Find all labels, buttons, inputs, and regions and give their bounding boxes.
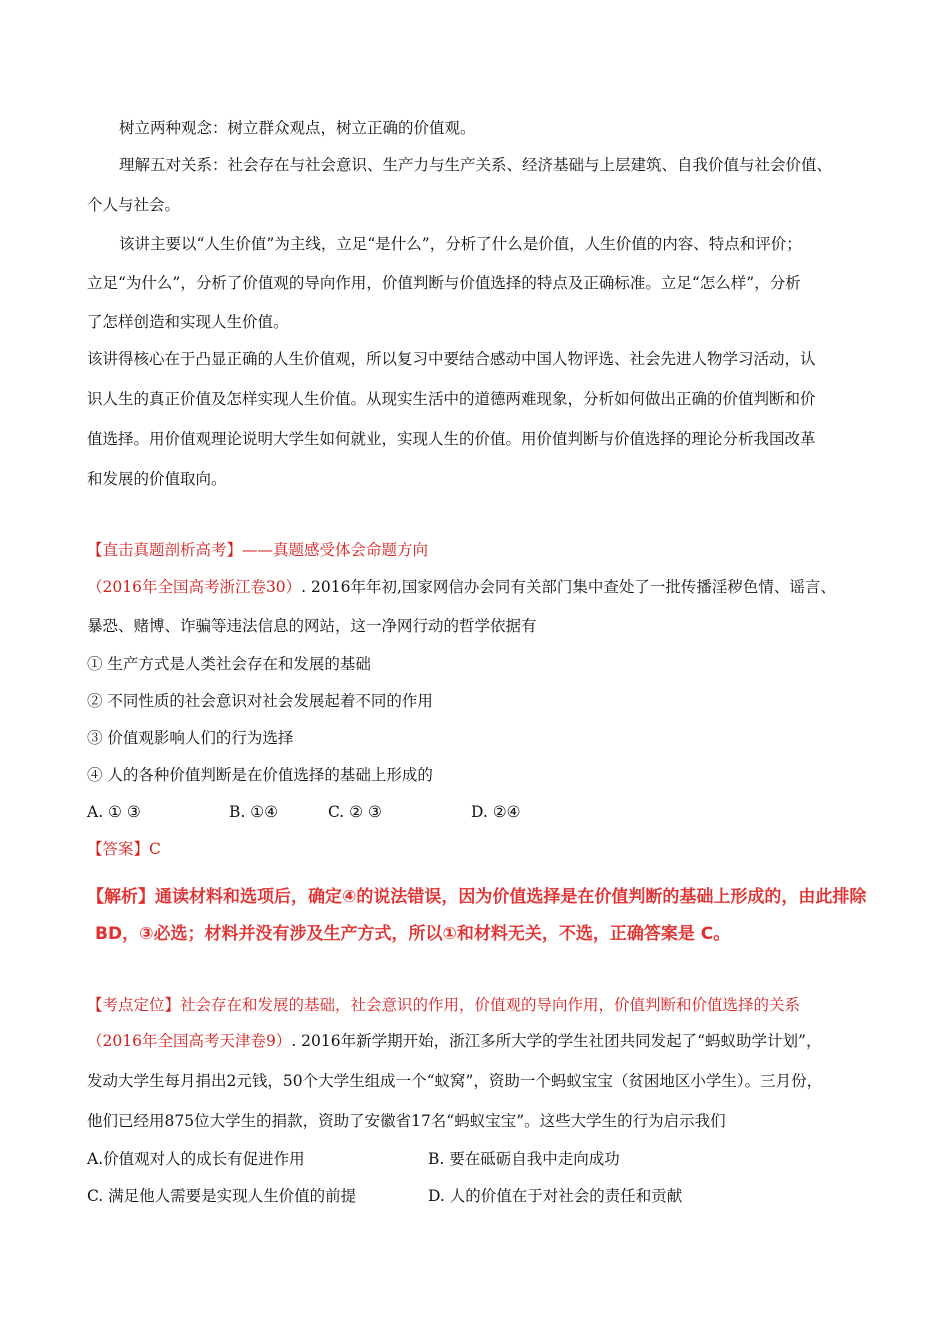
question-1-stem-line-2: 暴恐、赌博、诈骗等违法信息的网站，这一净网行动的哲学依据有	[87, 617, 537, 635]
intro-paragraph-3-line-1: 该讲主要以“人生价值”为主线，立足“是什么”，分析了什么是价值，人生价值的内容、特点和评价；	[119, 235, 802, 253]
question-2-choice-a: A.价值观对人的成长有促进作用	[87, 1150, 305, 1168]
question-1-statement-2: ② 不同性质的社会意识对社会发展起着不同的作用	[87, 692, 433, 710]
question-2-choice-b: B. 要在砥砺自我中走向成功	[428, 1150, 620, 1168]
intro-paragraph-4-line-1: 该讲得核心在于凸显正确的人生价值观，所以复习中要结合感动中国人物评选、社会先进人物学习活动，认	[87, 350, 816, 368]
question-2-stem-line-2: 发动大学生每月捐出2元钱，50个大学生组成一个“蚁窝”，资助一个蚂蚁宝宝（贫困地区小学生）。三月份，	[87, 1072, 823, 1090]
question-2-stem-line-3: 他们已经用875位大学生的捐款，资助了安徽省17名“蚂蚁宝宝”。这些大学生的行为启示我们	[87, 1112, 726, 1130]
intro-paragraph-2-line-2: 个人与社会。	[87, 196, 181, 214]
answer-label: 【答案】	[87, 840, 150, 858]
question-1-choice-b: B. ①④	[229, 803, 279, 821]
question-1-choice-c: C. ② ③	[328, 803, 382, 821]
question-1-choice-a: A. ① ③	[87, 803, 141, 821]
question-1-analysis-line-1: 【解析】通读材料和选项后，确定④的说法错误，因为价值选择是在价值判断的基础上形成的，由此排除	[87, 887, 867, 907]
question-1-statement-4: ④ 人的各种价值判断是在价值选择的基础上形成的	[87, 766, 433, 784]
question-2-source: （2016年全国高考天津卷9）	[87, 1032, 292, 1050]
question-1-source: （2016年全国高考浙江卷30）	[87, 578, 302, 596]
answer-value: C	[149, 840, 161, 858]
kaodian-label: 【考点定位】	[87, 996, 181, 1014]
question-1-kaodian	[87, 994, 800, 1016]
intro-paragraph-1: 树立两种观念：树立群众观点，树立正确的价值观。	[119, 119, 476, 137]
intro-paragraph-3-line-2: 立足“为什么”，分析了价值观的导向作用，价值判断与价值选择的特点及正确标准。立足“怎么样”，分析	[87, 274, 801, 292]
question-1-analysis-line-2: BD，③必选；材料并没有涉及生产方式，所以①和材料无关，不选，正确答案是 C。	[95, 924, 731, 944]
question-2-stem-line-1	[87, 1030, 821, 1052]
intro-paragraph-4-line-2: 识人生的真正价值及怎样实现人生价值。从现实生活中的道德两难现象，分析如何做出正确的价值判断和价	[87, 390, 816, 408]
question-1-statement-1: ① 生产方式是人类社会存在和发展的基础	[87, 655, 371, 673]
question-1-answer	[87, 838, 161, 860]
question-2-choice-c: C. 满足他人需要是实现人生价值的前提	[87, 1187, 357, 1205]
question-1-choice-d: D. ②④	[471, 803, 521, 821]
intro-paragraph-2-line-1: 理解五对关系：社会存在与社会意识、生产力与生产关系、经济基础与上层建筑、自我价值与社会价值、	[119, 156, 833, 174]
question-1-stem-line-1	[87, 576, 836, 598]
intro-paragraph-4-line-4: 和发展的价值取向。	[87, 470, 227, 488]
question-2-choice-d: D. 人的价值在于对社会的责任和贡献	[428, 1187, 683, 1205]
kaodian-text: 社会存在和发展的基础，社会意识的作用，价值观的导向作用，价值判断和价值选择的关系	[180, 996, 801, 1014]
intro-paragraph-4-line-3: 值选择。用价值观理论说明大学生如何就业，实现人生的价值。用价值判断与价值选择的理论分析我国改革	[87, 430, 816, 448]
section-title: 【直击真题剖析高考】——真题感受体会命题方向	[87, 541, 429, 559]
question-2-stem-text: . 2016年新学期开始，浙江多所大学的学生社团共同发起了“蚂蚁助学计划”，	[291, 1032, 822, 1050]
question-1-stem-text: . 2016年年初,国家网信办会同有关部门集中查处了一批传播淫秽色情、谣言、	[301, 578, 836, 596]
intro-paragraph-3-line-3: 了怎样创造和实现人生价值。	[87, 313, 289, 331]
question-1-statement-3: ③ 价值观影响人们的行为选择	[87, 729, 294, 747]
